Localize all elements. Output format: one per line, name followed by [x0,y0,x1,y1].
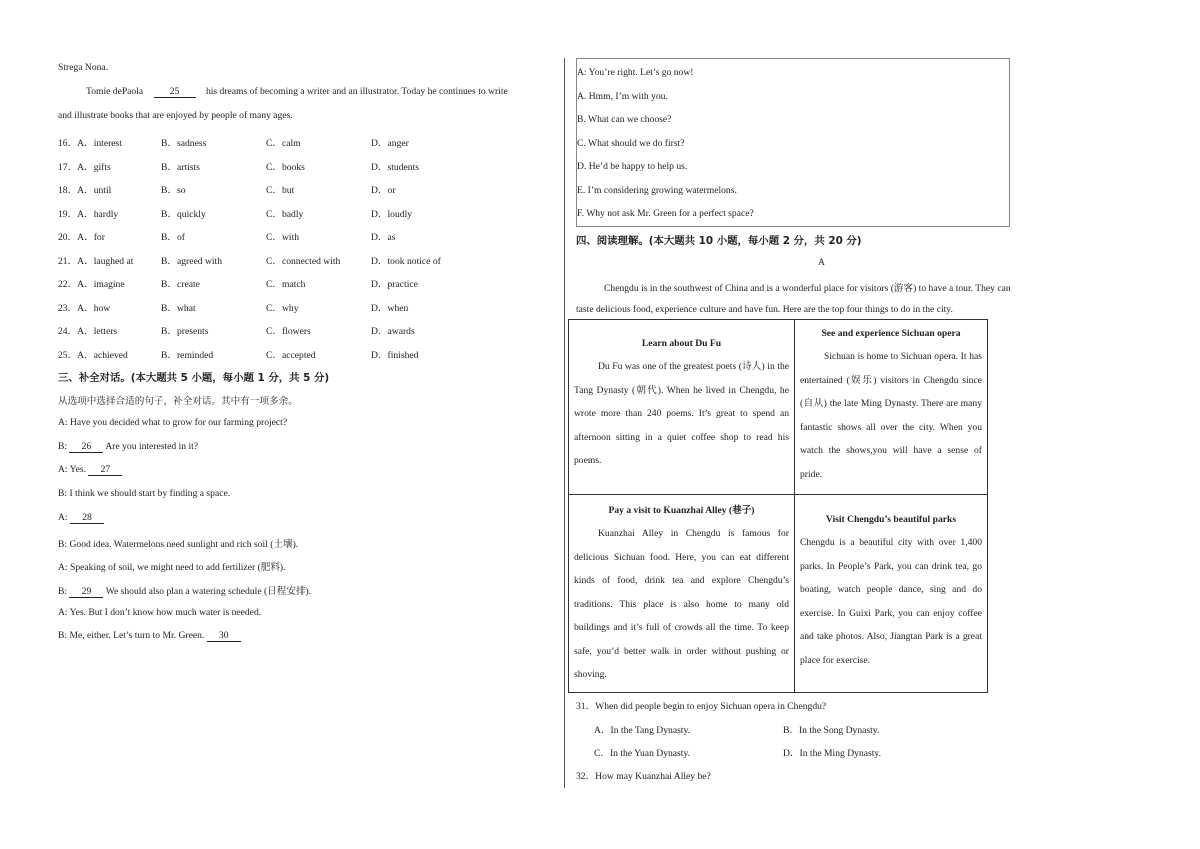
question-31: 31．When did people begin to enjoy Sichuan opera in Chengdu? [576,701,827,712]
passage-paragraph [86,86,508,98]
dialog-text: A: Have you decided what to grow for our farming project? [58,417,288,428]
option-d: D．took notice of [371,255,441,267]
question-32: 32．How may Kuanzhai Alley be? [576,771,711,782]
cell-title: Pay a visit to Kuanzhai Alley (巷子) [608,505,755,516]
option-a: 24．A．letters [58,326,118,337]
option-a: 18．A．until [58,185,112,196]
dialog-line [58,583,311,598]
option-b: B．of [161,232,185,243]
option-a: 20．A．for [58,232,105,243]
q31-option-b: B．In the Song Dynasty. [783,725,880,736]
cell-title: Visit Chengdu’s beautiful parks [825,514,957,525]
option-a: 22．A．imagine [58,279,125,290]
dialog-blank: 30 [207,630,241,642]
dialog-text: B: Me, either. Let’s turn to Mr. Green. [58,630,207,642]
dialog-text: A: [58,511,70,523]
dialog-line [58,559,286,573]
option-d: D．finished [371,349,419,361]
option-b: B．artists [161,161,200,173]
option-b: B．presents [161,326,209,337]
choice-line: D. He’d be happy to help us. [577,161,688,172]
cell-body: Chengdu is a beautiful city with over 1,400 parks. In People’s Park, you can drink tea, go boating, watch people dance, sing and do exercise. In Guixi Park, you can enjoy coffee and take photos. Also, Jiangtan Park is a great place for exercise. [800,537,982,666]
dialog-line [58,464,122,476]
cell-title: Learn about Du Fu [641,338,722,349]
option-c: C．with [266,232,300,243]
q31-option-d: D．In the Ming Dynasty. [783,748,881,759]
option-c: C．calm [266,138,301,149]
dialog-line [58,488,230,499]
option-a: 16．A．interest [58,138,122,149]
option-a: 19．A．hardly [58,208,119,220]
cell-body: Kuanzhai Alley in Chengdu is famous for delicious Sichuan food. Here, you can eat different kinds of food, drink tea and explore Chengdu’s traditions. This place is also home to many old buildings and it’s full of crowds all the time. To keep safe, you’d better walk in order without pushing or shoving. [574,528,789,680]
choice-line: F. Why not ask Mr. Green for a perfect space? [577,208,754,219]
option-c: C．but [266,185,295,196]
dialog-text: B: I think we should start by finding a space. [58,488,231,500]
option-a: 21．A．laughed at [58,255,134,267]
cell-body: Sichuan is home to Sichuan opera. It has entertained (娱乐) visitors in Chengdu since (自从) the late Ming Dynasty. There are many fantastic shows all over the city. When you watch the shows,you will have a sense of pride. [800,351,982,480]
option-d: D．or [371,185,396,196]
option-b: B．so [161,185,186,196]
section3-title: 三、补全对话。(本大题共 5 小题，每小题 1 分，共 5 分) [58,372,330,384]
passage-tail: Strega Nona. [58,62,109,73]
dialog-text: Are you interested in it? [103,440,199,452]
dialog-text: B: [58,585,70,597]
option-d: D．practice [371,279,418,290]
option-d: D．awards [371,326,415,337]
dialog-blank: 26 [69,441,103,453]
q31-option-a: A．In the Tang Dynasty. [594,725,691,736]
option-c: C．badly [266,208,304,220]
option-a: 23．A．how [58,302,111,314]
option-c: C．connected with [266,255,341,267]
section3-instructions: 从选项中选择合适的句子，补全对话。其中有一项多余。 [58,396,298,407]
dialog-text: B: [58,440,70,452]
dialog-blank: 29 [69,586,103,598]
option-a: 17．A．gifts [58,161,111,173]
choice-line: A. Hmm, I’m with you. [577,90,668,102]
cell-sichuan-opera [795,328,987,486]
choice-line: A: You’re right. Let’s go now! [577,67,694,78]
dialog-line [58,536,298,550]
info-table [568,319,988,693]
choice-line: C. What should we do first? [577,137,685,149]
dialog-text: We should also plan a watering schedule (日程安排). [103,585,312,597]
cell-parks [795,514,987,672]
cell-body: Du Fu was one of the greatest poets (诗人) in the Tang Dynasty (朝代). When he lived in Chengdu, he wrote more than 240 poems. It’s great to spend an afternoon sitting in a quiet coffee shop to read his poems. [574,361,789,466]
para-after: his dreams of becoming a writer and an illustrator. Today he continues to write [205,86,508,97]
passage-letter: A [818,257,825,268]
choice-line: B. What can we choose? [577,114,672,125]
option-d: D．when [371,302,409,314]
dialog-choices-box [576,58,1010,227]
option-c: C．why [266,302,299,314]
option-c: C．flowers [266,326,311,337]
cell-title: See and experience Sichuan opera [821,328,961,339]
para-before: Tomie dePaola [86,86,144,97]
option-b: B．reminded [161,349,214,361]
option-b: B．what [161,302,196,314]
option-d: D．anger [371,138,409,149]
column-divider [564,58,565,788]
cell-du-fu [569,338,794,473]
option-d: D．as [371,232,396,243]
option-c: C．accepted [266,349,316,361]
section4-title: 四、阅读理解。(本大题共 10 小题，每小题 2 分，共 20 分) [576,235,862,247]
option-b: B．agreed with [161,255,223,267]
q31-option-c: C．In the Yuan Dynasty. [594,748,691,759]
option-c: C．match [266,279,306,290]
choice-line: E. I’m considering growing watermelons. [577,184,737,196]
dialog-text: A: Yes. [58,464,89,476]
option-d: D．loudly [371,208,413,220]
dialog-blank: 28 [70,512,104,524]
option-b: B．quickly [161,208,206,220]
dialog-line [58,630,241,642]
dialog-line [58,607,261,618]
passage-intro-line1: Chengdu is in the southwest of China and is a wonderful place for visitors (游客) to have a tour. They can [604,283,1011,294]
dialog-line [58,512,104,524]
dialog-text: A: Speaking of soil, we might need to add fertilizer (肥料). [58,562,286,574]
table-horizontal-rule [569,494,987,495]
dialog-text: A: Yes. But I don’t know how much water is needed. [58,606,262,618]
option-b: B．create [161,279,200,290]
option-b: B．sadness [161,138,207,149]
para-line2: and illustrate books that are enjoyed by people of many ages. [58,110,293,121]
option-c: C．books [266,161,305,173]
dialog-line [58,441,198,453]
option-d: D．students [371,161,419,173]
blank-25: 25 [154,86,196,98]
passage-intro-line2: taste delicious food, experience culture and have fun. Here are the top four things to do in the city. [576,304,953,315]
dialog-text: B: Good idea. Watermelons need sunlight and rich soil (土壤). [58,538,299,550]
cell-kuanzhai-alley [569,502,794,687]
dialog-line [58,417,287,428]
dialog-blank: 27 [88,464,122,476]
option-a: 25．A．achieved [58,349,128,361]
